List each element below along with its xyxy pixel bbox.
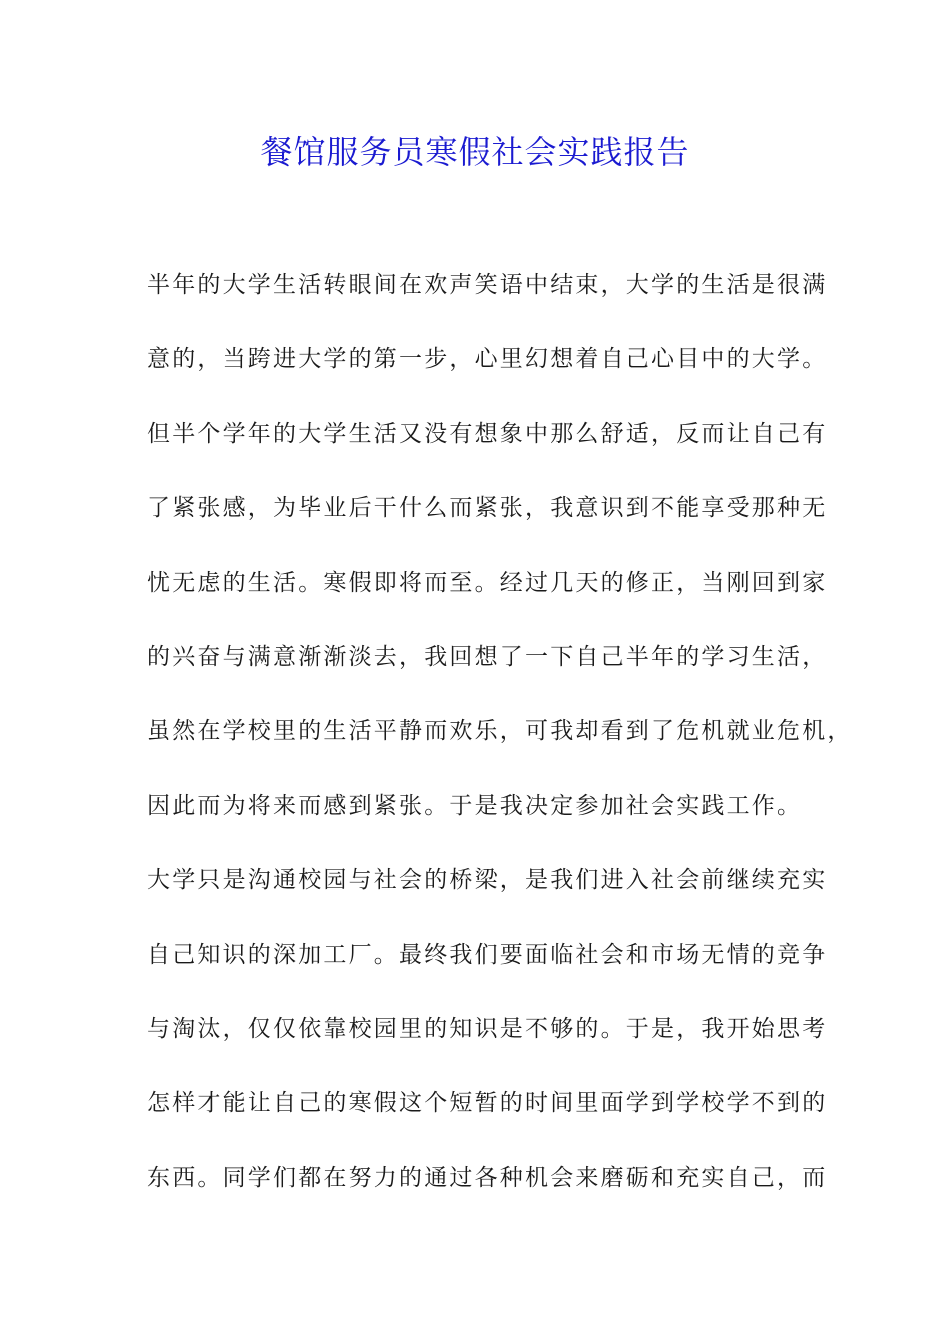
document-title: 餐馆服务员寒假社会实践报告 [260, 133, 690, 171]
document-body [147, 262, 853, 1229]
body-line: 大学只是沟通校园与社会的桥梁，是我们进入社会前继续充实 [147, 867, 828, 894]
body-line: 因此而为将来而感到紧张。于是我决定参加社会实践工作。 [147, 792, 803, 819]
body-line: 了紧张感，为毕业后干什么而紧张，我意识到不能享受那种无 [147, 495, 828, 522]
body-line: 虽然在学校里的生活平静而欢乐，可我却看到了危机就业危机， [147, 718, 853, 745]
body-line: 忧无虑的生活。寒假即将而至。经过几天的修正，当刚回到家 [147, 569, 828, 596]
body-line: 意的，当跨进大学的第一步，心里幻想着自己心目中的大学。 [147, 346, 828, 373]
body-line: 怎样才能让自己的寒假这个短暂的时间里面学到学校学不到的 [147, 1090, 828, 1117]
body-line: 但半个学年的大学生活又没有想象中那么舒适，反而让自己有 [147, 420, 828, 447]
body-line: 东西。同学们都在努力的通过各种机会来磨砺和充实自己，而 [147, 1164, 828, 1191]
body-line: 自己知识的深加工厂。最终我们要面临社会和市场无情的竞争 [147, 941, 828, 968]
body-line: 半年的大学生活转眼间在欢声笑语中结束，大学的生活是很满 [147, 272, 828, 298]
body-line: 与淘汰，仅仅依靠校园里的知识是不够的。于是，我开始思考 [147, 1015, 828, 1042]
body-line: 的兴奋与满意渐渐淡去，我回想了一下自己半年的学习生活， [147, 643, 828, 670]
